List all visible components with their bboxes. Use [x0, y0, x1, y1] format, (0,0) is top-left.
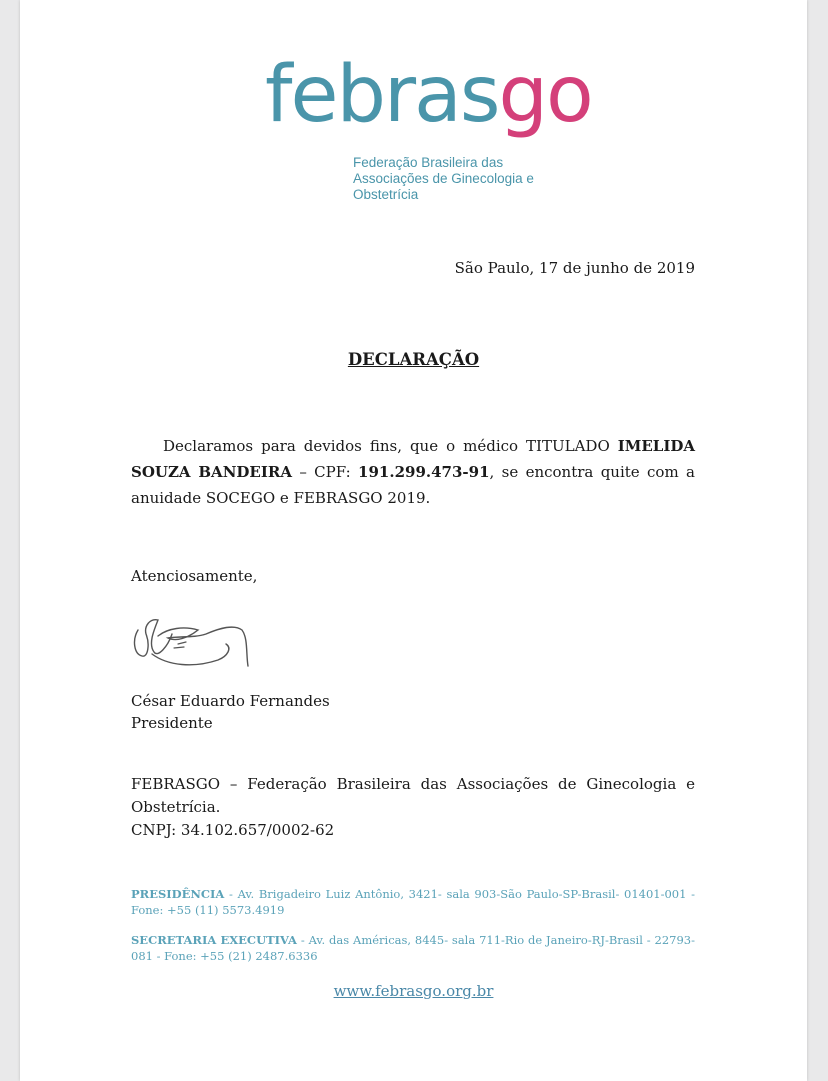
- website-link[interactable]: www.febrasgo.org.br: [333, 982, 494, 1000]
- logo-subtitle: [353, 155, 585, 203]
- declaration-body: [131, 433, 695, 511]
- logo-word-main: febras: [265, 50, 499, 140]
- cnpj-line: CNPJ: 34.102.657/0002-62: [131, 821, 335, 839]
- document-title: DECLARAÇÃO: [347, 350, 480, 369]
- date-line: São Paulo, 17 de junho de 2019: [454, 259, 695, 277]
- organization-line: FEBRASGO – Federação Brasileira das Associações de Ginecologia e Obstetrícia.: [131, 775, 695, 816]
- body-part1: Declaramos para devidos fins, que o médico TITULADO: [163, 437, 618, 455]
- logo-wordmark: [265, 50, 592, 140]
- closing-salutation: Atenciosamente,: [131, 567, 258, 585]
- cpf-number: 191.299.473-91: [358, 463, 490, 481]
- body-part2: – CPF:: [291, 463, 359, 481]
- logo-subtitle-line2: Associações de Ginecologia e Obstetrícia: [353, 171, 534, 202]
- logo-word-accent: go: [498, 50, 592, 140]
- secretaria-address: - Av. das Américas, 8445- sala 711-Rio de Janeiro-RJ-Brasil - 22793-081 - Fone: +55 (21) 2487.6336: [131, 933, 695, 963]
- organization-block: [131, 773, 695, 842]
- footer-presidencia: [131, 886, 695, 918]
- doctor-name: IMELIDA SOUZA BANDEIRA: [131, 437, 695, 481]
- signer-block: [131, 690, 330, 734]
- signer-name: César Eduardo Fernandes: [131, 692, 330, 710]
- body-part3: , se encontra quite com a anuidade SOCEGO e FEBRASGO 2019.: [131, 463, 695, 507]
- signer-role: Presidente: [131, 714, 213, 732]
- logo-subtitle-line1: Federação Brasileira das: [353, 155, 504, 170]
- footer-secretaria: [131, 932, 695, 964]
- secretaria-label: SECRETARIA EXECUTIVA: [131, 933, 297, 947]
- febrasgo-logo: [265, 50, 592, 202]
- presidencia-label: PRESIDÊNCIA: [131, 887, 225, 901]
- document-page: [20, 0, 807, 1081]
- presidencia-address: - Av. Brigadeiro Luiz Antônio, 3421- sala 903-São Paulo-SP-Brasil- 01401-001 - Fone: +55 (11) 5573.4919: [131, 887, 695, 917]
- handwritten-signature: [128, 608, 256, 678]
